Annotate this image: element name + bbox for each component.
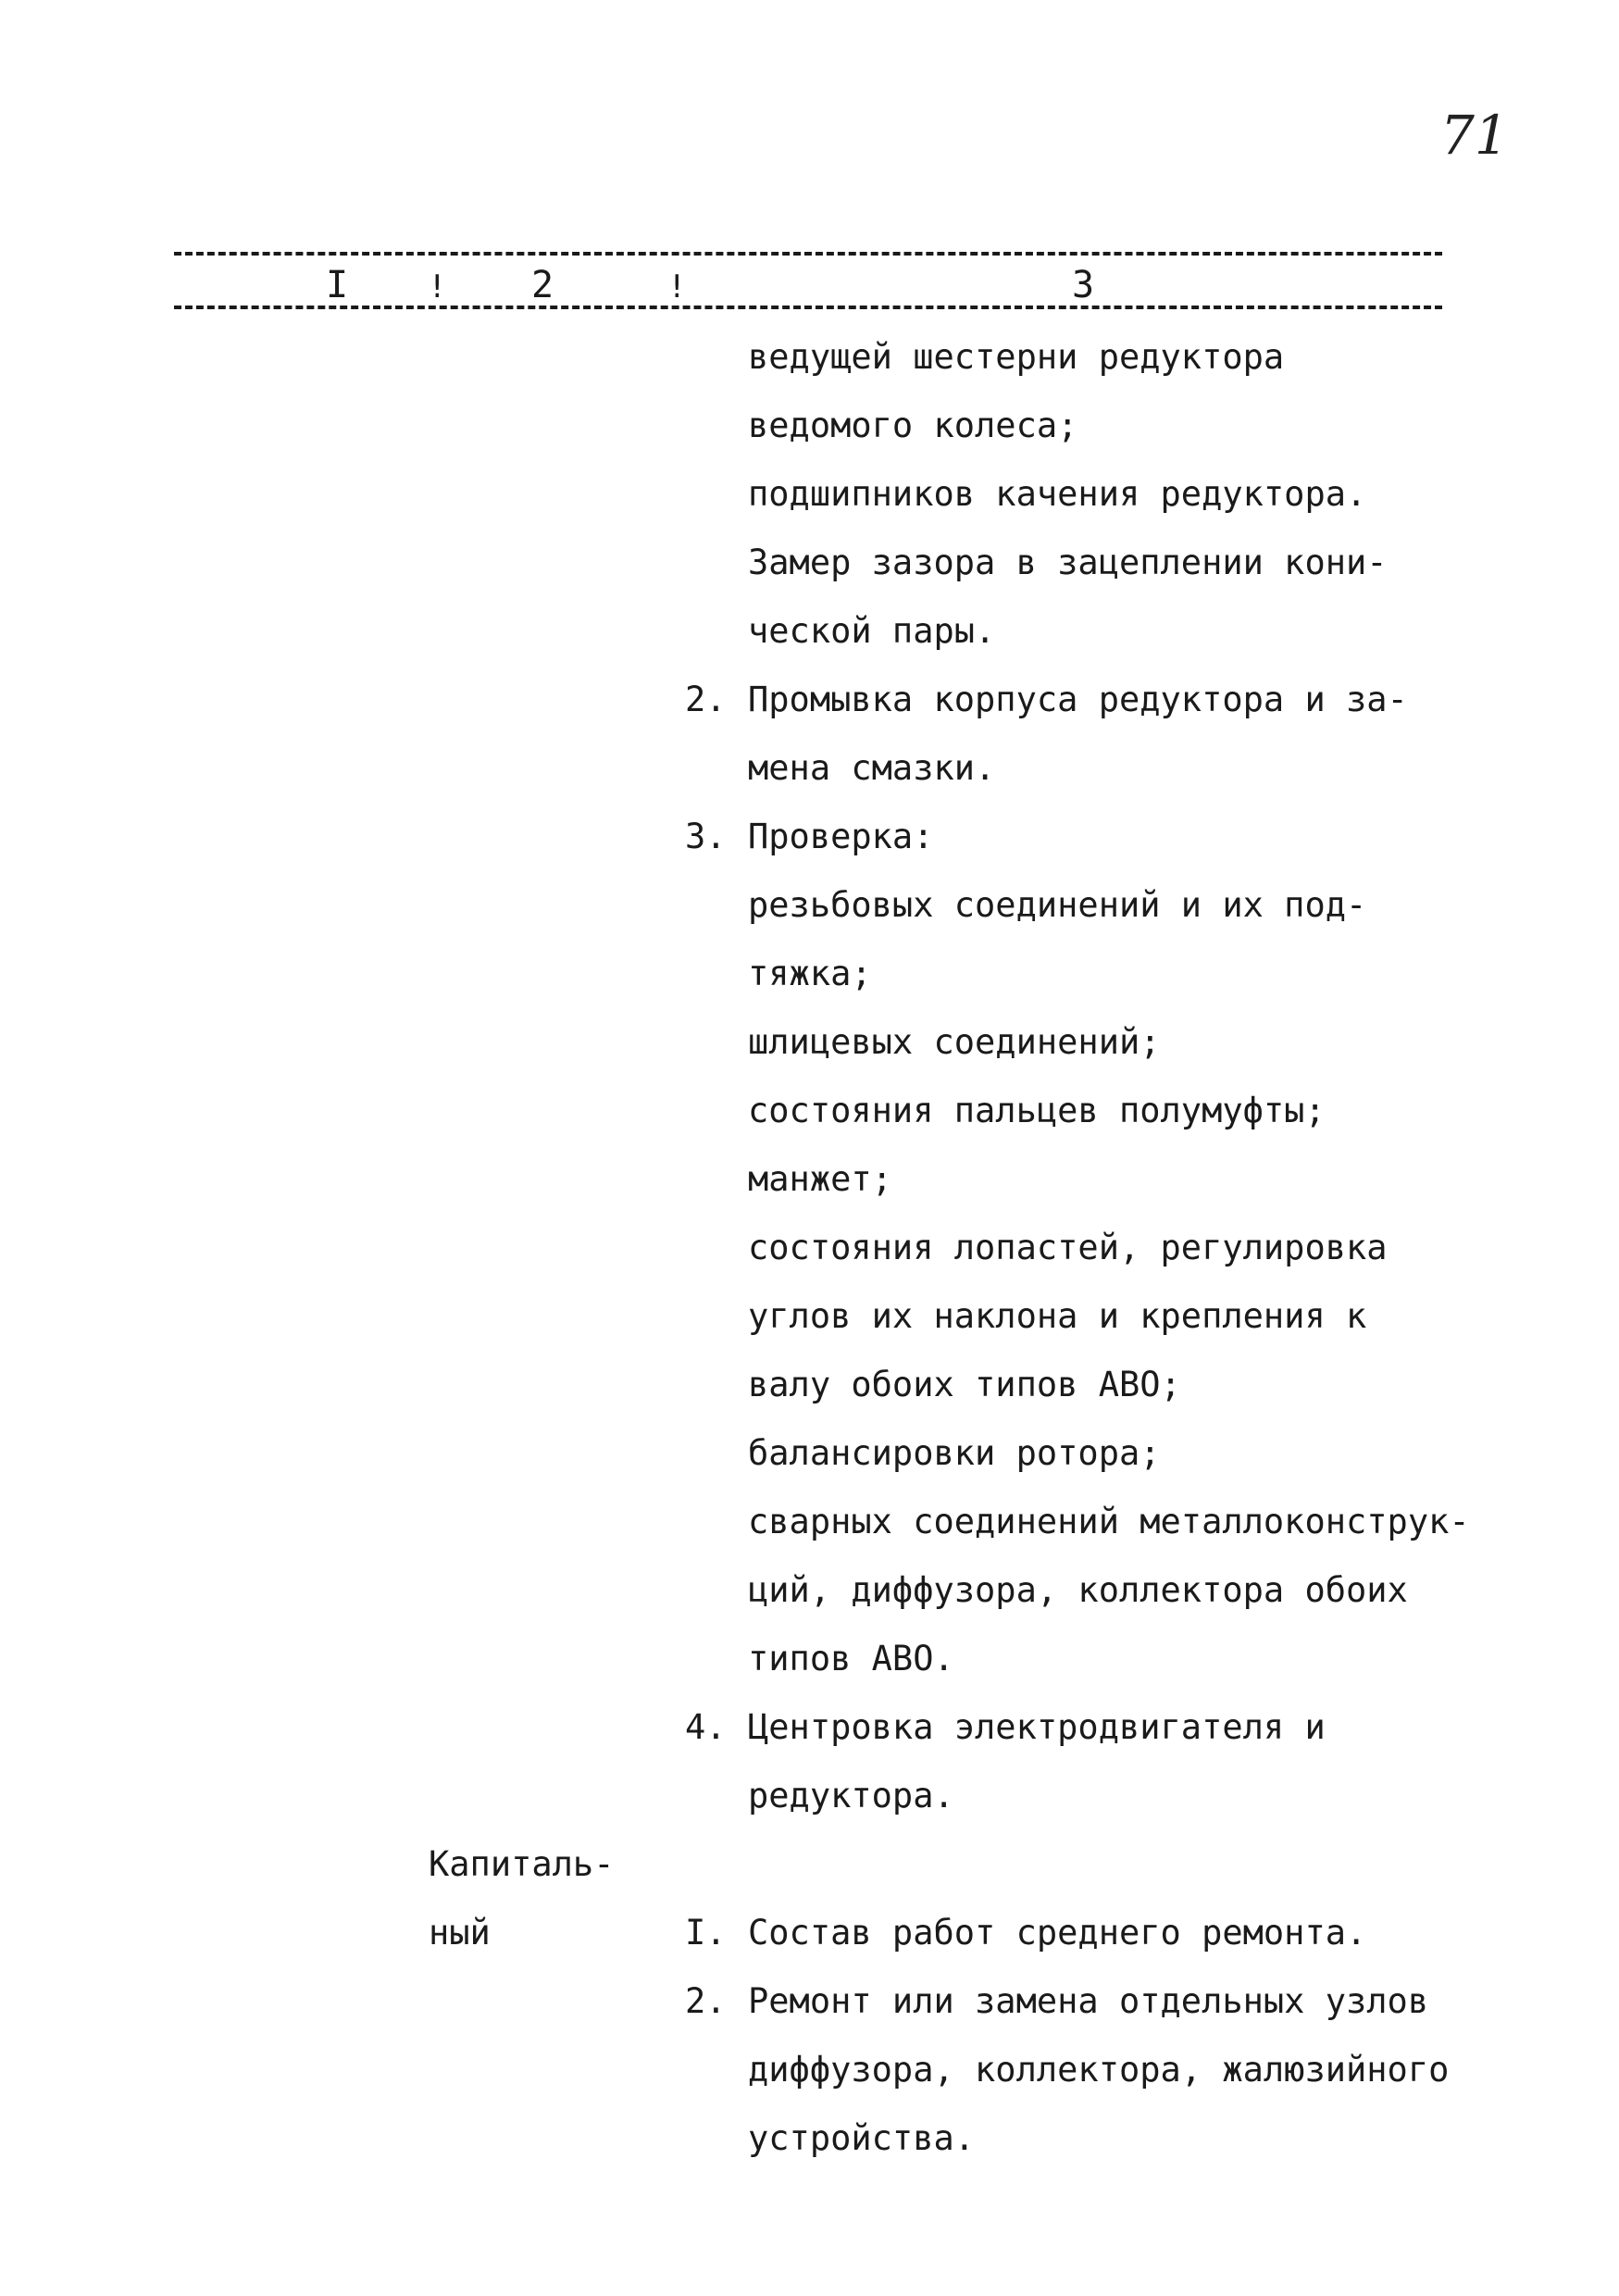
column-separator-1: !: [428, 268, 447, 306]
text-line: Состав работ среднего ремонта.: [748, 1913, 1367, 1953]
text-line: диффузора, коллектора, жалюзийного: [748, 2050, 1450, 2090]
text-line: Центровка электродвигателя и: [748, 1707, 1326, 1747]
text-line: Проверка:: [748, 817, 934, 856]
list-item-number: 4.: [685, 1707, 727, 1747]
text-line: балансировки ротора;: [748, 1433, 1161, 1473]
text-line: ций, диффузора, коллектора обоих: [748, 1570, 1408, 1610]
repair-type-label: Капиталь-: [429, 1844, 615, 1884]
text-line: устройства.: [748, 2118, 976, 2158]
text-line: ведущей шестерни редуктора: [748, 337, 1285, 377]
list-item-number: 2.: [685, 1981, 727, 2021]
text-line: шлицевых соединений;: [748, 1022, 1161, 1062]
text-line: типов АВО.: [748, 1639, 954, 1678]
text-line: Промывка корпуса редуктора и за-: [748, 680, 1408, 719]
text-line: подшипников качения редуктора.: [748, 474, 1367, 514]
text-line: мена смазки.: [748, 748, 996, 788]
text-line: валу обоих типов АВО;: [748, 1365, 1181, 1404]
column-header-2: 2: [531, 264, 554, 306]
column-separator-2: !: [667, 268, 687, 306]
text-line: сварных соединений металлоконструк-: [748, 1502, 1470, 1541]
column-header-1: I: [326, 264, 349, 306]
text-line: редуктора.: [748, 1776, 954, 1816]
list-item-number: 2.: [685, 680, 727, 719]
text-line: ведомого колеса;: [748, 406, 1078, 445]
table-top-dashed-rule: [174, 252, 1442, 256]
text-line: тяжка;: [748, 954, 872, 993]
text-line: Замер зазора в зацеплении кони-: [748, 543, 1388, 582]
repair-type-label: ный: [429, 1913, 491, 1953]
table-header-dashed-rule: [174, 306, 1442, 309]
text-line: манжет;: [748, 1159, 892, 1199]
text-line: Ремонт или замена отдельных узлов: [748, 1981, 1429, 2021]
text-line: состояния лопастей, регулировка: [748, 1228, 1388, 1267]
list-item-number: I.: [685, 1913, 727, 1953]
text-line: резьбовых соединений и их под-: [748, 885, 1367, 925]
list-item-number: 3.: [685, 817, 727, 856]
text-line: состояния пальцев полумуфты;: [748, 1091, 1326, 1130]
column-header-3: 3: [1072, 264, 1095, 306]
page-number: 71: [1440, 104, 1509, 167]
text-line: углов их наклона и крепления к: [748, 1296, 1367, 1336]
text-line: ческой пары.: [748, 611, 996, 651]
